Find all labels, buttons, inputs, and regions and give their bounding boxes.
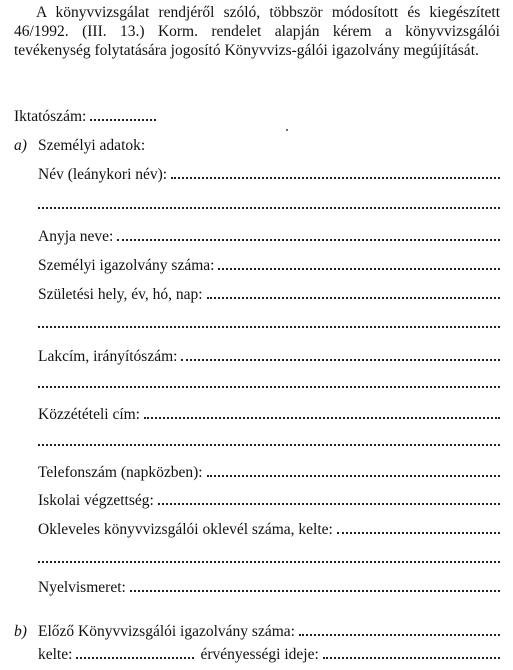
- telefonszam-label: Telefonszám (napközben):: [38, 464, 203, 481]
- iktatoszam-row: [14, 107, 156, 127]
- intro-paragraph: [14, 3, 500, 60]
- scan-speck: [286, 129, 288, 131]
- nyelvismeret-field[interactable]: [130, 578, 500, 592]
- ervenyessegi-label: érvényességi ideje:: [200, 646, 319, 663]
- lakcim-label: Lakcím, irányítószám:: [38, 348, 178, 365]
- intro-text: A könyvvizsgálat rendjéről szóló, többször módosított és kiegészített 46/1992. (III. 13.) Korm. rendelet alapján kérem a könyvvizsgálói tevékenység folytatására jogosító Könyvvizs-gálói igazolvány megújítását.: [14, 4, 500, 59]
- kozzeteteli-row: [38, 405, 500, 425]
- kelte-label: kelte:: [38, 646, 73, 663]
- okleveles-continuation-line[interactable]: [38, 559, 500, 563]
- telefonszam-row: [38, 463, 500, 483]
- iskolai-label: Iskolai végzettség:: [38, 492, 154, 509]
- nev-label: Név (leánykori név):: [38, 166, 168, 183]
- iktatoszam-label: Iktatószám:: [14, 108, 87, 125]
- section-b-marker: b): [14, 623, 27, 640]
- lakcim-row: [38, 347, 500, 367]
- szemelyi-igazolvany-field[interactable]: [218, 256, 500, 270]
- nyelvismeret-row: [38, 578, 500, 598]
- okleveles-field[interactable]: [337, 520, 500, 534]
- kozzeteteli-label: Közzétételi cím:: [38, 406, 140, 423]
- nev-continuation-line[interactable]: [38, 205, 500, 209]
- section-a-heading: [14, 136, 145, 156]
- anyja-neve-label: Anyja neve:: [38, 228, 114, 245]
- szuletesi-field[interactable]: [207, 285, 500, 299]
- lakcim-continuation-line[interactable]: [38, 384, 500, 388]
- okleveles-row: [38, 520, 500, 540]
- szemelyi-igazolvany-label: Személyi igazolvány száma:: [38, 257, 215, 274]
- elozo-field[interactable]: [299, 622, 500, 636]
- anyja-neve-field[interactable]: [117, 227, 500, 241]
- kelte-row: [38, 645, 500, 665]
- okleveles-label: Okleveles könyvvizsgálói oklevél száma, kelte:: [38, 521, 333, 538]
- nev-row: [38, 165, 500, 185]
- nev-field[interactable]: [171, 165, 500, 179]
- elozo-label: Előző Könyvvizsgálói igazolvány száma:: [38, 623, 295, 640]
- lakcim-field[interactable]: [181, 347, 500, 361]
- section-b-row: [14, 622, 500, 642]
- section-a-title: Személyi adatok:: [38, 137, 146, 154]
- telefonszam-field[interactable]: [207, 463, 500, 477]
- nyelvismeret-label: Nyelvismeret:: [38, 579, 126, 596]
- section-a-marker: a): [14, 137, 27, 154]
- iskolai-field[interactable]: [158, 491, 500, 505]
- kozzeteteli-continuation-line[interactable]: [38, 442, 500, 446]
- szuletesi-row: [38, 285, 500, 305]
- kozzeteteli-field[interactable]: [144, 405, 500, 419]
- iktatoszam-field[interactable]: [90, 107, 156, 121]
- anyja-neve-row: [38, 227, 500, 247]
- szuletesi-label: Születési hely, év, hó, nap:: [38, 286, 203, 303]
- szuletesi-continuation-line[interactable]: [38, 324, 500, 328]
- iskolai-row: [38, 491, 500, 511]
- ervenyessegi-field[interactable]: [323, 645, 500, 659]
- szemelyi-igazolvany-row: [38, 256, 500, 276]
- kelte-field[interactable]: [76, 645, 194, 659]
